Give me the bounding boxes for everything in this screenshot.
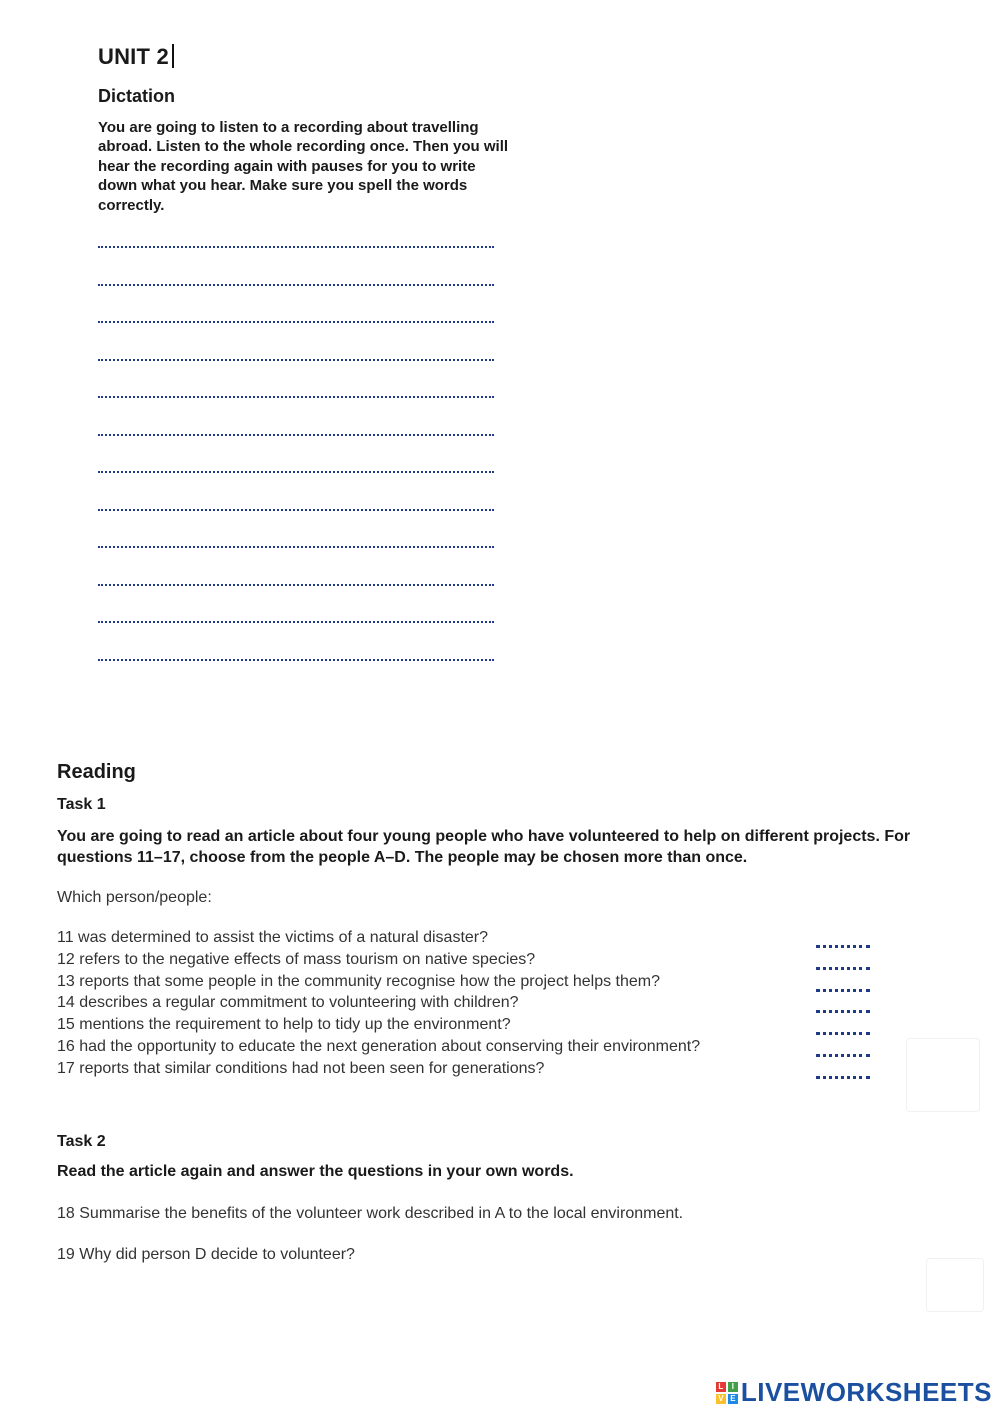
unit-title — [98, 44, 174, 70]
task1-question: 11 was determined to assist the victims of a natural disaster? — [57, 929, 489, 946]
task1-question: 13 reports that some people in the community recognise how the project helps them? — [57, 972, 660, 990]
dictation-answer-line[interactable] — [98, 284, 494, 286]
logo-mark-icon — [716, 1382, 738, 1404]
dictation-answer-line[interactable] — [98, 321, 494, 323]
liveworksheets-logo — [716, 1377, 992, 1408]
unit-title-text: UNIT 2 — [98, 44, 169, 69]
dictation-heading: Dictation — [98, 86, 176, 106]
task1-question: 16 had the opportunity to educate the next generation about conserving their environment? — [57, 1038, 701, 1055]
faint-box — [906, 1038, 980, 1112]
answer-input[interactable] — [816, 1010, 870, 1013]
dictation-answer-line[interactable] — [98, 546, 494, 548]
dictation-answer-line[interactable] — [98, 471, 494, 473]
logo-square: E — [728, 1394, 738, 1404]
answer-input[interactable] — [816, 945, 870, 948]
task1-question: 15 mentions the requirement to help to tidy up the environment? — [57, 1016, 511, 1034]
task2-heading: Task 2 — [57, 1133, 106, 1150]
dictation-answer-line[interactable] — [98, 584, 494, 586]
answer-input[interactable] — [816, 1076, 870, 1079]
answer-input[interactable] — [816, 1054, 870, 1057]
text-cursor — [172, 44, 174, 68]
faint-box — [926, 1258, 984, 1312]
task2-instructions: Read the article again and answer the questions in your own words. — [57, 1163, 574, 1180]
answer-input[interactable] — [816, 1032, 870, 1035]
reading-heading: Reading — [57, 761, 136, 783]
logo-square: V — [716, 1394, 726, 1404]
task1-question: 14 describes a regular commitment to volunteering with children? — [57, 994, 519, 1012]
task1-question: 12 refers to the negative effects of mass tourism on native species? — [57, 950, 536, 968]
task1-question: 17 reports that similar conditions had not been seen for generations? — [57, 1059, 545, 1077]
dictation-answer-line[interactable] — [98, 509, 494, 511]
dictation-answer-line[interactable] — [98, 396, 494, 398]
logo-square: L — [716, 1382, 726, 1392]
dictation-answer-line[interactable] — [98, 246, 494, 248]
answer-input[interactable] — [816, 989, 870, 992]
dictation-answer-line[interactable] — [98, 659, 494, 661]
dictation-answer-line[interactable] — [98, 434, 494, 436]
answer-input[interactable] — [816, 967, 870, 970]
dictation-answer-line[interactable] — [98, 359, 494, 361]
question-19: 19 Why did person D decide to volunteer? — [57, 1246, 355, 1263]
task1-instructions: You are going to read an article about four young people who have volunteered to help on different projects. For questions 11–17, choose from the people A–D. The people may be chosen more than once. — [57, 828, 911, 866]
which-person-prompt: Which person/people: — [57, 889, 212, 906]
dictation-answer-line[interactable] — [98, 621, 494, 623]
logo-text: LIVEWORKSHEETS — [740, 1377, 992, 1407]
dictation-instructions: You are going to listen to a recording about travelling abroad. Listen to the whole recording once. Then you will hear the recording again with pauses for you to write down what you hear. Make sure you spell the words correctly. — [98, 119, 509, 214]
task1-heading: Task 1 — [57, 796, 106, 813]
logo-square: I — [728, 1382, 738, 1392]
question-18: 18 Summarise the benefits of the volunteer work described in A to the local environment. — [57, 1205, 684, 1222]
